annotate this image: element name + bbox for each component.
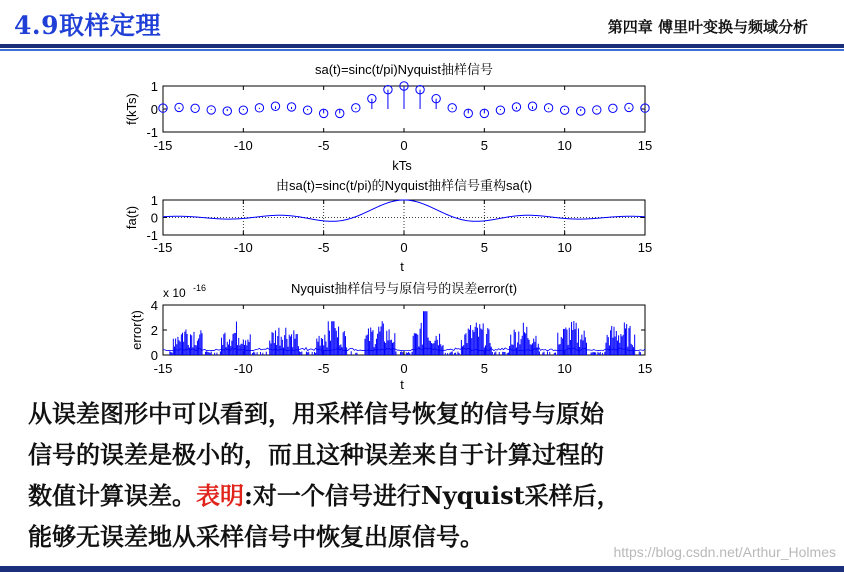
x-tick-label: 0 (400, 361, 408, 376)
x-tick-label: -15 (153, 240, 173, 255)
explanation-text (28, 393, 828, 557)
error-plot (129, 281, 652, 392)
matlab-figure (120, 56, 660, 392)
y-tick-label: -1 (146, 228, 158, 243)
plot-title: sa(t)=sinc(t/pi)Nyquist抽样信号 (314, 62, 494, 77)
x-tick-label: -5 (317, 138, 330, 153)
y-tick-label: 0 (150, 102, 158, 117)
x-tick-label: 5 (480, 138, 488, 153)
x-axis-label: t (400, 259, 404, 274)
y-axis-label: f(kTs) (124, 93, 139, 125)
y-tick-label: 0 (150, 210, 158, 226)
y-axis-label: fa(t) (124, 205, 139, 230)
line-3-end: :对一个信号进行Nyquist采样后， (244, 481, 621, 510)
footer-bar (0, 566, 844, 572)
explanation-line-3 (28, 475, 828, 516)
x-tick-label: 10 (557, 138, 572, 153)
x-tick-label: 15 (637, 240, 653, 255)
x-tick-label: 5 (480, 361, 488, 376)
x-tick-label: -5 (317, 361, 330, 376)
explanation-line-1: 从误差图形中可以看到，用采样信号恢复的信号与原始 (28, 399, 604, 428)
scale-exponent: -16 (193, 283, 207, 293)
explanation-line-2: 信号的误差是极小的，而且这种误差来自于计算过程的 (28, 440, 604, 469)
x-tick-label: 5 (480, 240, 488, 255)
y-tick-label: 1 (150, 193, 158, 208)
header-rule-dark (0, 44, 844, 48)
y-tick-label: 0 (150, 348, 158, 363)
x-tick-label: 15 (637, 138, 653, 153)
explanation-line-4: 能够无误差地从采样信号中恢复出原信号。 (28, 522, 484, 551)
y-tick-label: 1 (150, 79, 158, 94)
y-tick-label: -1 (146, 125, 158, 140)
x-tick-label: -15 (153, 138, 173, 153)
watermark: https://blog.csdn.net/Arthur_Holmes (613, 544, 836, 560)
x-tick-label: 10 (557, 361, 572, 376)
x-tick-label: -10 (233, 138, 253, 153)
x-axis-label: t (400, 377, 404, 392)
x-tick-label: -10 (233, 361, 253, 376)
x-tick-label: 0 (400, 240, 408, 255)
x-tick-label: -5 (317, 240, 330, 255)
x-tick-label: 15 (637, 361, 653, 376)
plot-title: Nyquist抽样信号与原信号的误差error(t) (290, 281, 518, 296)
x-axis-label: kTs (392, 158, 412, 173)
line-3-start: 数值计算误差。 (28, 481, 196, 510)
y-tick-label: 2 (150, 323, 158, 338)
x-tick-label: -10 (233, 240, 253, 255)
sampled-signal-plot (124, 62, 652, 173)
y-axis-label: error(t) (129, 310, 144, 350)
header-rule-light (0, 49, 844, 51)
reconstructed-signal-plot (124, 178, 652, 274)
conclusion-keyword: 表明 (196, 481, 244, 510)
x-tick-label: 0 (400, 138, 408, 153)
y-tick-label: 4 (150, 298, 158, 313)
x-tick-label: -15 (153, 361, 173, 376)
plot-title: 由sa(t)=sinc(t/pi)的Nyquist抽样信号重构sa(t) (275, 178, 533, 193)
slide-title: 4.9取样定理 (14, 11, 161, 40)
x-tick-label: 10 (557, 240, 572, 255)
slide-header (0, 0, 844, 46)
chapter-label: 第四章 傅里叶变换与频域分析 (607, 18, 808, 36)
scale-note: x 10 (163, 286, 186, 300)
